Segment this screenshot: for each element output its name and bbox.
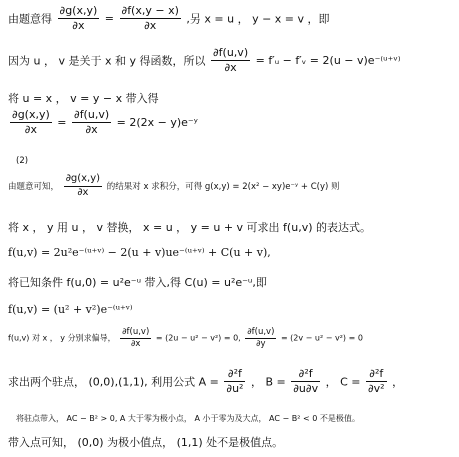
fraction-fuv: $\frac{\text{∂²f}}{\partial u\partial v}$ — [293, 367, 319, 395]
line-4: $\frac{\partial g(x,y)}{\partial x}$ = $\frac{\partial f(u,v)}{\partial x}$ = 2(2x − y)e⁻ʸ — [12, 108, 198, 136]
fraction-df-dx: $\frac{\partial f(x,y - x)}{\partial x}$ — [121, 4, 179, 32]
line-3: 将 u = x ， v = y − x 带入得 — [8, 92, 159, 105]
line-8: f(u,v) = 2u²e⁻⁽ᵘ⁺ᵛ⁾ − 2(u + v)ue⁻⁽ᵘ⁺ᵛ⁾ + C(u + v), — [8, 246, 271, 259]
line-7: 将 x ， y 用 u ， v 替换， x = u ， y = u + v 可求出 f(u,v) 的表达式。 — [8, 221, 371, 234]
line-14: 带入点可知， (0,0) 为极小值点， (1,1) 处不是极值点。 — [8, 436, 284, 449]
line-1-text-a: 由题意得 — [8, 12, 52, 26]
part-label: (2) — [16, 156, 29, 166]
fraction-df-dx: $\frac{\partial f(u,v)}{\partial x}$ — [212, 46, 249, 74]
fraction-df-dy: $\frac{\partial f(u,v)}{\partial y}$ — [247, 327, 275, 349]
line-12: 求出两个驻点， (0,0),(1,1), 利用公式 A = $\frac{\text{∂²f}}{\text{∂u²}}$ ， B = $\frac{\text{∂²f}}{\partial u\partial v}$ ， C = $\frac{\text{∂²f}}{\text{∂v²}}$ ， — [8, 367, 404, 395]
line-9: 将已知条件 f(u,0) = u²e⁻ᵘ 带入,得 C(u) = u²e⁻ᵘ,即 — [8, 276, 267, 289]
fraction-df-dx: $\frac{\partial f(u,v)}{\partial x}$ — [122, 327, 150, 349]
line-2: 因为 u ， v 是关于 x 和 y 得函数，所以 $\frac{\partial f(u,v)}{\partial x}$ = f′ᵤ − f′ᵥ = 2(u − v)e⁻⁽ᵘ⁺ᵛ⁾ — [8, 46, 401, 74]
line-11: f(u,v) 对 x ， y 分别求偏导， $\frac{\partial f(u,v)}{\partial x}$ = (2u − u² − v²) = 0, $\frac{\partial f(u,v)}{\partial y}$ = (2v − u² − v²) = 0 — [8, 327, 363, 349]
fraction-fvv: $\frac{\text{∂²f}}{\text{∂v²}}$ — [367, 367, 385, 395]
line-13: 将驻点带入， AC − B² > 0, A 大于零为极小点， A 小于零为及大点， AC − B² < 0 不是极值。 — [16, 414, 360, 423]
fraction-fuu: $\frac{\text{∂²f}}{\text{∂u²}}$ — [226, 367, 244, 395]
line-1-text-b: ,另 x = u ， y − x = v ，即 — [186, 12, 330, 26]
line-10: f(u,v) = (u² + v²)e⁻⁽ᵘ⁺ᵛ⁾ — [8, 303, 133, 316]
fraction-dg-dx: $\frac{\partial g(x,y)}{\partial x}$ — [65, 173, 101, 198]
fraction-df-dx: $\frac{\partial f(u,v)}{\partial x}$ — [74, 108, 110, 136]
line-1: 由题意得 $\frac{\partial g(x,y)}{\partial x}$ = $\frac{\partial f(x,y - x)}{\partial x}$ ,另 x = u ， y − x = v ，即 — [8, 4, 330, 32]
line-6: 由题意可知， $\frac{\partial g(x,y)}{\partial x}$ 的结果对 x 求积分，可得 g(x,y) = 2(x² − xy)e⁻ʸ + C(y) 则 — [8, 173, 340, 198]
fraction-dg-dx: $\frac{\partial g(x,y)}{\partial x}$ — [59, 4, 98, 32]
fraction-dg-dx: $\frac{\partial g(x,y)}{\partial x}$ — [12, 108, 50, 136]
